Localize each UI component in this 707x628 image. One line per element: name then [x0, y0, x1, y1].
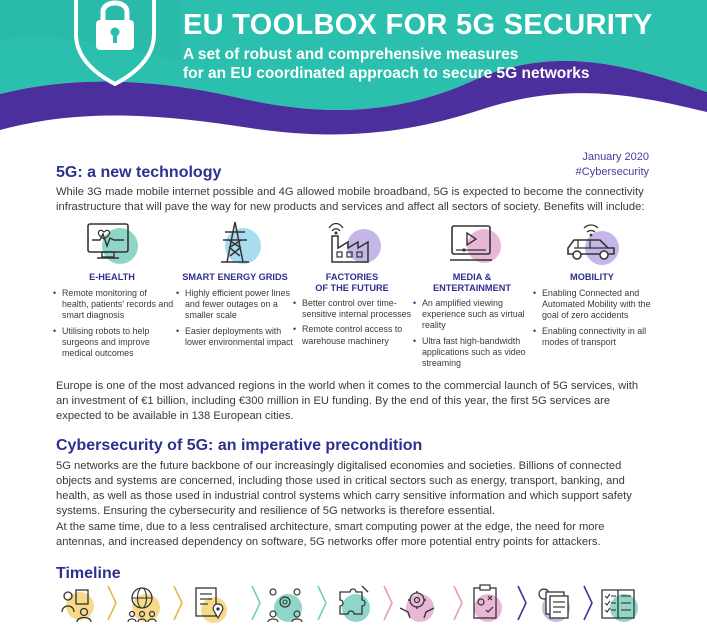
cybersecurity-paragraph-1: 5G networks are the future backbone of our increasingly digitalised economies and societies. Billions of connected objects and systems are concerned, including those used in critical sectors such as energy, transport, banking, and health, as well as those used in industrial control systems which carry sensitive information and which support safety systems. Ensuring the cybersecurity and resilience of 5G networks is therefore essential.	[56, 460, 632, 518]
benefit-list	[533, 288, 655, 352]
chevron-right-icon	[452, 584, 464, 622]
power-pylon-icon	[203, 218, 267, 268]
benefit-list	[293, 298, 415, 351]
page-subtitle	[183, 45, 590, 83]
list-item: • Enabling connectivity in all modes of transport	[533, 326, 655, 348]
page-title: EU TOOLBOX FOR 5G SECURITY	[183, 9, 653, 41]
benefit-title: MOBILITY	[570, 272, 614, 282]
section-intro-paragraph: While 3G made mobile internet possible and 4G allowed mobile broadband, 5G is expected to become the connectivity infrastructure that will pave the way for new products and services and affect all sectors of society. Benefits will include:	[56, 186, 645, 214]
list-item: • Easier deployments with lower environmental impact	[176, 326, 298, 348]
chevron-right-icon	[382, 584, 394, 622]
section-title-new-technology: 5G: a new technology	[56, 164, 222, 181]
benefit-list	[413, 298, 535, 373]
benefit-title	[293, 272, 411, 294]
benefit-list	[53, 288, 175, 363]
cybersecurity-paragraph-2: At the same time, due to a less centralised architecture, smart computing power at the edge, the need for more antennas, and increased dependency on software, 5G networks offer more potential entry points for attackers.	[56, 521, 605, 549]
hashtag: #Cybersecurity	[575, 166, 649, 178]
section-title-cybersecurity: Cybersecurity of 5G: an imperative precondition	[56, 437, 423, 454]
timeline-strip	[52, 582, 652, 628]
checklist-settings-icon	[464, 582, 506, 624]
stacked-documents-icon	[532, 582, 574, 624]
benefit-title-line-2: OF THE FUTURE	[315, 283, 389, 293]
list-item: • Utilising robots to help surgeons and improve medical outcomes	[53, 326, 175, 360]
global-network-icon	[122, 582, 164, 624]
list-item: • Remote control access to warehouse machinery	[293, 324, 415, 346]
header-banner	[0, 0, 707, 140]
benefit-title: E-HEALTH	[89, 272, 135, 282]
checklist-book-icon	[598, 582, 640, 624]
subtitle-line-1: A set of robust and comprehensive measures	[183, 46, 519, 63]
chevron-right-icon	[250, 584, 262, 622]
report-location-icon	[188, 582, 230, 624]
list-item: • Ultra fast high-bandwidth applications such as video streaming	[413, 336, 535, 370]
benefit-title	[413, 272, 531, 294]
benefit-title-line-1: MEDIA &	[452, 272, 492, 282]
benefit-list	[176, 288, 298, 352]
hands-gear-icon	[396, 582, 438, 624]
factory-icon	[320, 218, 384, 268]
list-item: • Better control over time-sensitive internal processes	[293, 298, 415, 320]
benefit-title-line-1: FACTORIES	[325, 272, 379, 282]
chevron-right-icon	[172, 584, 184, 622]
people-settings-icon	[264, 582, 306, 624]
chevron-right-icon	[106, 584, 118, 622]
list-item: • Highly efficient power lines and fewer outages on a smaller scale	[176, 288, 298, 322]
chevron-right-icon	[516, 584, 528, 622]
benefit-title: SMART ENERGY GRIDS	[182, 272, 288, 282]
media-player-icon	[440, 218, 504, 268]
benefit-title-line-2: ENTERTAINMENT	[433, 283, 511, 293]
shield-lock-icon	[72, 0, 158, 86]
date-block	[576, 150, 649, 180]
list-item: • Remote monitoring of health, patients' records and smart diagnosis	[53, 288, 175, 322]
puzzle-icon	[332, 582, 374, 624]
chevron-right-icon	[582, 584, 594, 622]
connected-car-icon	[560, 218, 624, 268]
ehealth-monitor-icon	[80, 218, 144, 268]
list-item: • Enabling Connected and Automated Mobility with the goal of zero accidents	[533, 288, 655, 322]
investment-paragraph: Europe is one of the most advanced regions in the world when it comes to the commercial launch of 5G services, with an investment of €1 billion, including €300 million in EU funding. By the end of this year, the first 5G services are expected to be available in 138 European cities.	[56, 380, 639, 423]
chevron-right-icon	[316, 584, 328, 622]
list-item: • An amplified viewing experience such as virtual reality	[413, 298, 535, 332]
people-documents-icon	[56, 582, 98, 624]
subtitle-line-2: for an EU coordinated approach to secure 5G networks	[183, 65, 590, 82]
publication-date: January 2020	[582, 151, 649, 163]
section-title-timeline: Timeline	[56, 565, 121, 582]
